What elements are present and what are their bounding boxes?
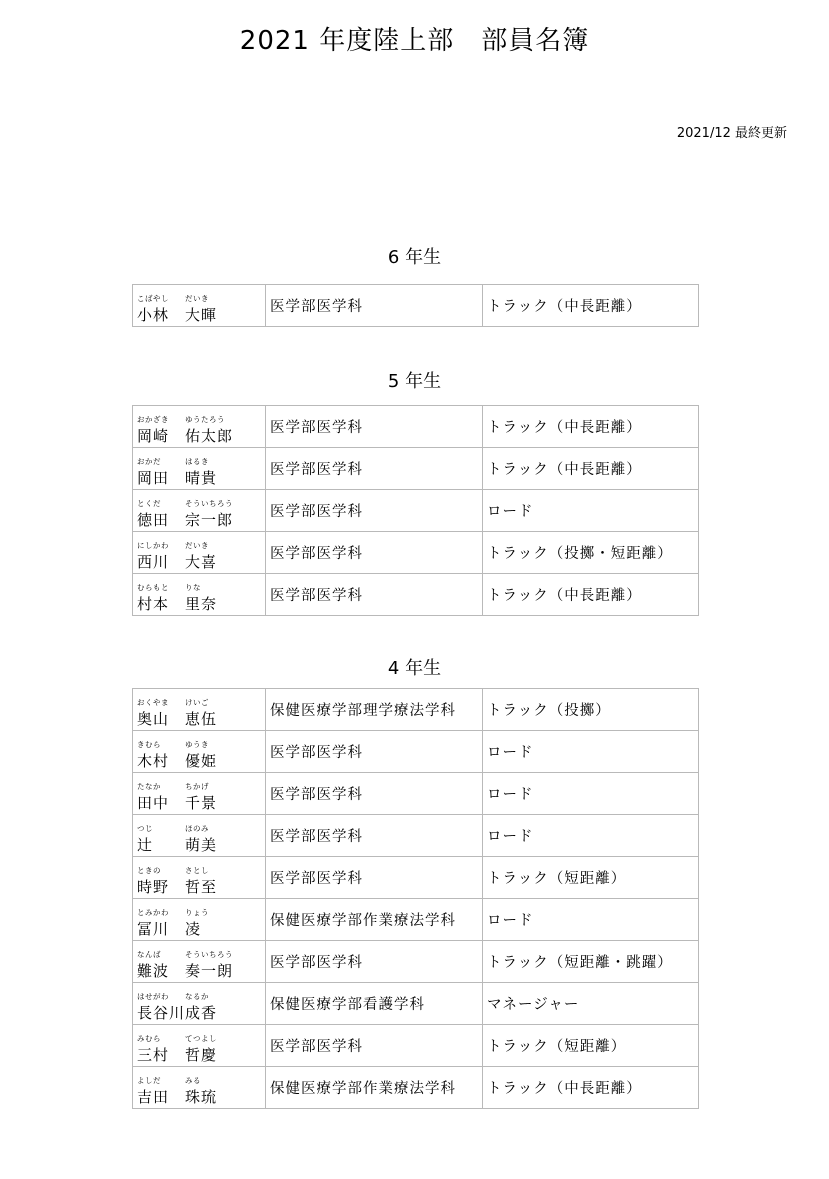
member-department: 医学部医学科 [266,857,483,899]
surname-furigana: おくやま [137,698,169,707]
given-name-furigana: だいき [185,294,209,303]
member-row [133,490,699,532]
member-surname: 小林 [137,306,170,324]
member-row [133,983,699,1025]
member-name-cell [133,731,266,773]
member-name-cell [133,899,266,941]
member-name-cell [133,689,266,731]
surname-furigana: ときの [137,866,161,875]
surname-furigana: きむら [137,740,161,749]
member-department: 医学部医学科 [266,490,483,532]
member-given-name: 優姫 [185,752,218,770]
member-event: トラック（中長距離） [483,1067,699,1109]
surname-furigana: おかだ [137,457,161,466]
member-row [133,285,699,327]
given-name-furigana: はるき [185,457,209,466]
member-surname: 奥山 [137,710,170,728]
member-event: ロード [483,815,699,857]
member-given-name: 晴貴 [185,469,218,487]
member-table [132,688,699,1109]
member-row [133,532,699,574]
member-event: トラック（中長距離） [483,574,699,616]
member-given-name: 大喜 [185,553,218,571]
member-name-cell [133,448,266,490]
member-given-name: 成香 [185,1004,218,1022]
given-name-furigana: ゆうき [185,740,209,749]
given-name-furigana: そういちろう [185,499,233,508]
member-given-name: 哲至 [185,878,218,896]
member-given-name: 佑太郎 [185,427,234,445]
surname-furigana: はせがわ [137,992,169,1001]
given-name-furigana: けいご [185,698,209,707]
member-surname: 長谷川 [137,1004,186,1022]
given-name-furigana: りょう [185,908,209,917]
given-name-furigana: ちかげ [185,782,209,791]
member-row [133,689,699,731]
member-event: トラック（短距離） [483,1025,699,1067]
grade-heading: 4 年生 [387,658,442,679]
member-table [132,405,699,616]
given-name-furigana: みる [185,1076,201,1085]
member-surname: 吉田 [137,1088,170,1106]
member-row [133,815,699,857]
member-surname: 岡崎 [137,427,170,445]
surname-furigana: みむら [137,1034,161,1043]
member-event: トラック（中長距離） [483,448,699,490]
member-department: 保健医療学部作業療法学科 [266,899,483,941]
given-name-furigana: そういちろう [185,950,233,959]
member-department: 医学部医学科 [266,285,483,327]
grade-heading: 6 年生 [387,247,442,268]
member-department: 医学部医学科 [266,731,483,773]
member-given-name: 恵伍 [185,710,218,728]
member-row [133,1067,699,1109]
document-title: 2021 年度陸上部 部員名簿 [239,26,590,56]
member-row [133,857,699,899]
member-surname: 三村 [137,1046,170,1064]
member-department: 医学部医学科 [266,574,483,616]
surname-furigana: とくだ [137,499,161,508]
member-row [133,899,699,941]
member-department: 医学部医学科 [266,406,483,448]
member-name-cell [133,773,266,815]
given-name-furigana: なるか [185,992,209,1001]
surname-furigana: とみかわ [137,908,169,917]
member-surname: 徳田 [137,511,170,529]
member-surname: 時野 [137,878,170,896]
surname-furigana: よしだ [137,1076,161,1085]
member-name-cell [133,983,266,1025]
member-given-name: 宗一郎 [185,511,234,529]
member-event: トラック（中長距離） [483,406,699,448]
member-row [133,448,699,490]
member-surname: 田中 [137,794,170,812]
member-given-name: 大暉 [185,306,218,324]
surname-furigana: おかざき [137,415,169,424]
member-row [133,574,699,616]
member-name-cell [133,1025,266,1067]
member-event: マネージャー [483,983,699,1025]
member-event: ロード [483,899,699,941]
surname-furigana: こばやし [137,294,169,303]
member-row [133,406,699,448]
surname-furigana: にしかわ [137,541,169,550]
member-name-cell [133,574,266,616]
member-department: 保健医療学部看護学科 [266,983,483,1025]
member-event: トラック（短距離） [483,857,699,899]
member-department: 医学部医学科 [266,941,483,983]
member-name-cell [133,406,266,448]
grade-heading: 5 年生 [387,371,442,392]
surname-furigana: むらもと [137,583,169,592]
member-department: 医学部医学科 [266,532,483,574]
member-department: 保健医療学部理学療法学科 [266,689,483,731]
member-event: ロード [483,731,699,773]
member-department: 医学部医学科 [266,773,483,815]
given-name-furigana: さとし [185,866,209,875]
member-given-name: 凌 [185,920,202,938]
member-row [133,773,699,815]
member-event: トラック（投擲） [483,689,699,731]
member-table [132,284,699,327]
member-surname: 西川 [137,553,170,571]
member-department: 医学部医学科 [266,815,483,857]
member-event: トラック（中長距離） [483,285,699,327]
member-name-cell [133,857,266,899]
member-given-name: 萌美 [185,836,218,854]
member-event: ロード [483,773,699,815]
member-surname: 難波 [137,962,170,980]
member-surname: 辻 [137,836,154,854]
given-name-furigana: ゆうたろう [185,415,225,424]
member-row [133,1025,699,1067]
member-row [133,941,699,983]
member-given-name: 千景 [185,794,218,812]
member-given-name: 奏一朗 [185,962,234,980]
member-department: 医学部医学科 [266,1025,483,1067]
member-given-name: 珠琉 [185,1088,218,1106]
member-surname: 冨川 [137,920,170,938]
given-name-furigana: てつよし [185,1034,217,1043]
member-event: トラック（投擲・短距離） [483,532,699,574]
member-name-cell [133,815,266,857]
surname-furigana: たなか [137,782,161,791]
member-row [133,731,699,773]
last-updated: 2021/12 最終更新 [676,126,787,141]
given-name-furigana: ほのみ [185,824,209,833]
member-given-name: 里奈 [185,595,218,613]
member-department: 医学部医学科 [266,448,483,490]
given-name-furigana: りな [185,583,201,592]
member-name-cell [133,490,266,532]
surname-furigana: つじ [137,824,153,833]
member-department: 保健医療学部作業療法学科 [266,1067,483,1109]
member-surname: 村本 [137,595,170,613]
member-event: ロード [483,490,699,532]
surname-furigana: なんば [137,950,161,959]
member-name-cell [133,532,266,574]
member-name-cell [133,1067,266,1109]
member-name-cell [133,285,266,327]
member-name-cell [133,941,266,983]
member-surname: 木村 [137,752,170,770]
member-event: トラック（短距離・跳躍） [483,941,699,983]
given-name-furigana: だいき [185,541,209,550]
member-given-name: 哲慶 [185,1046,218,1064]
member-surname: 岡田 [137,469,170,487]
